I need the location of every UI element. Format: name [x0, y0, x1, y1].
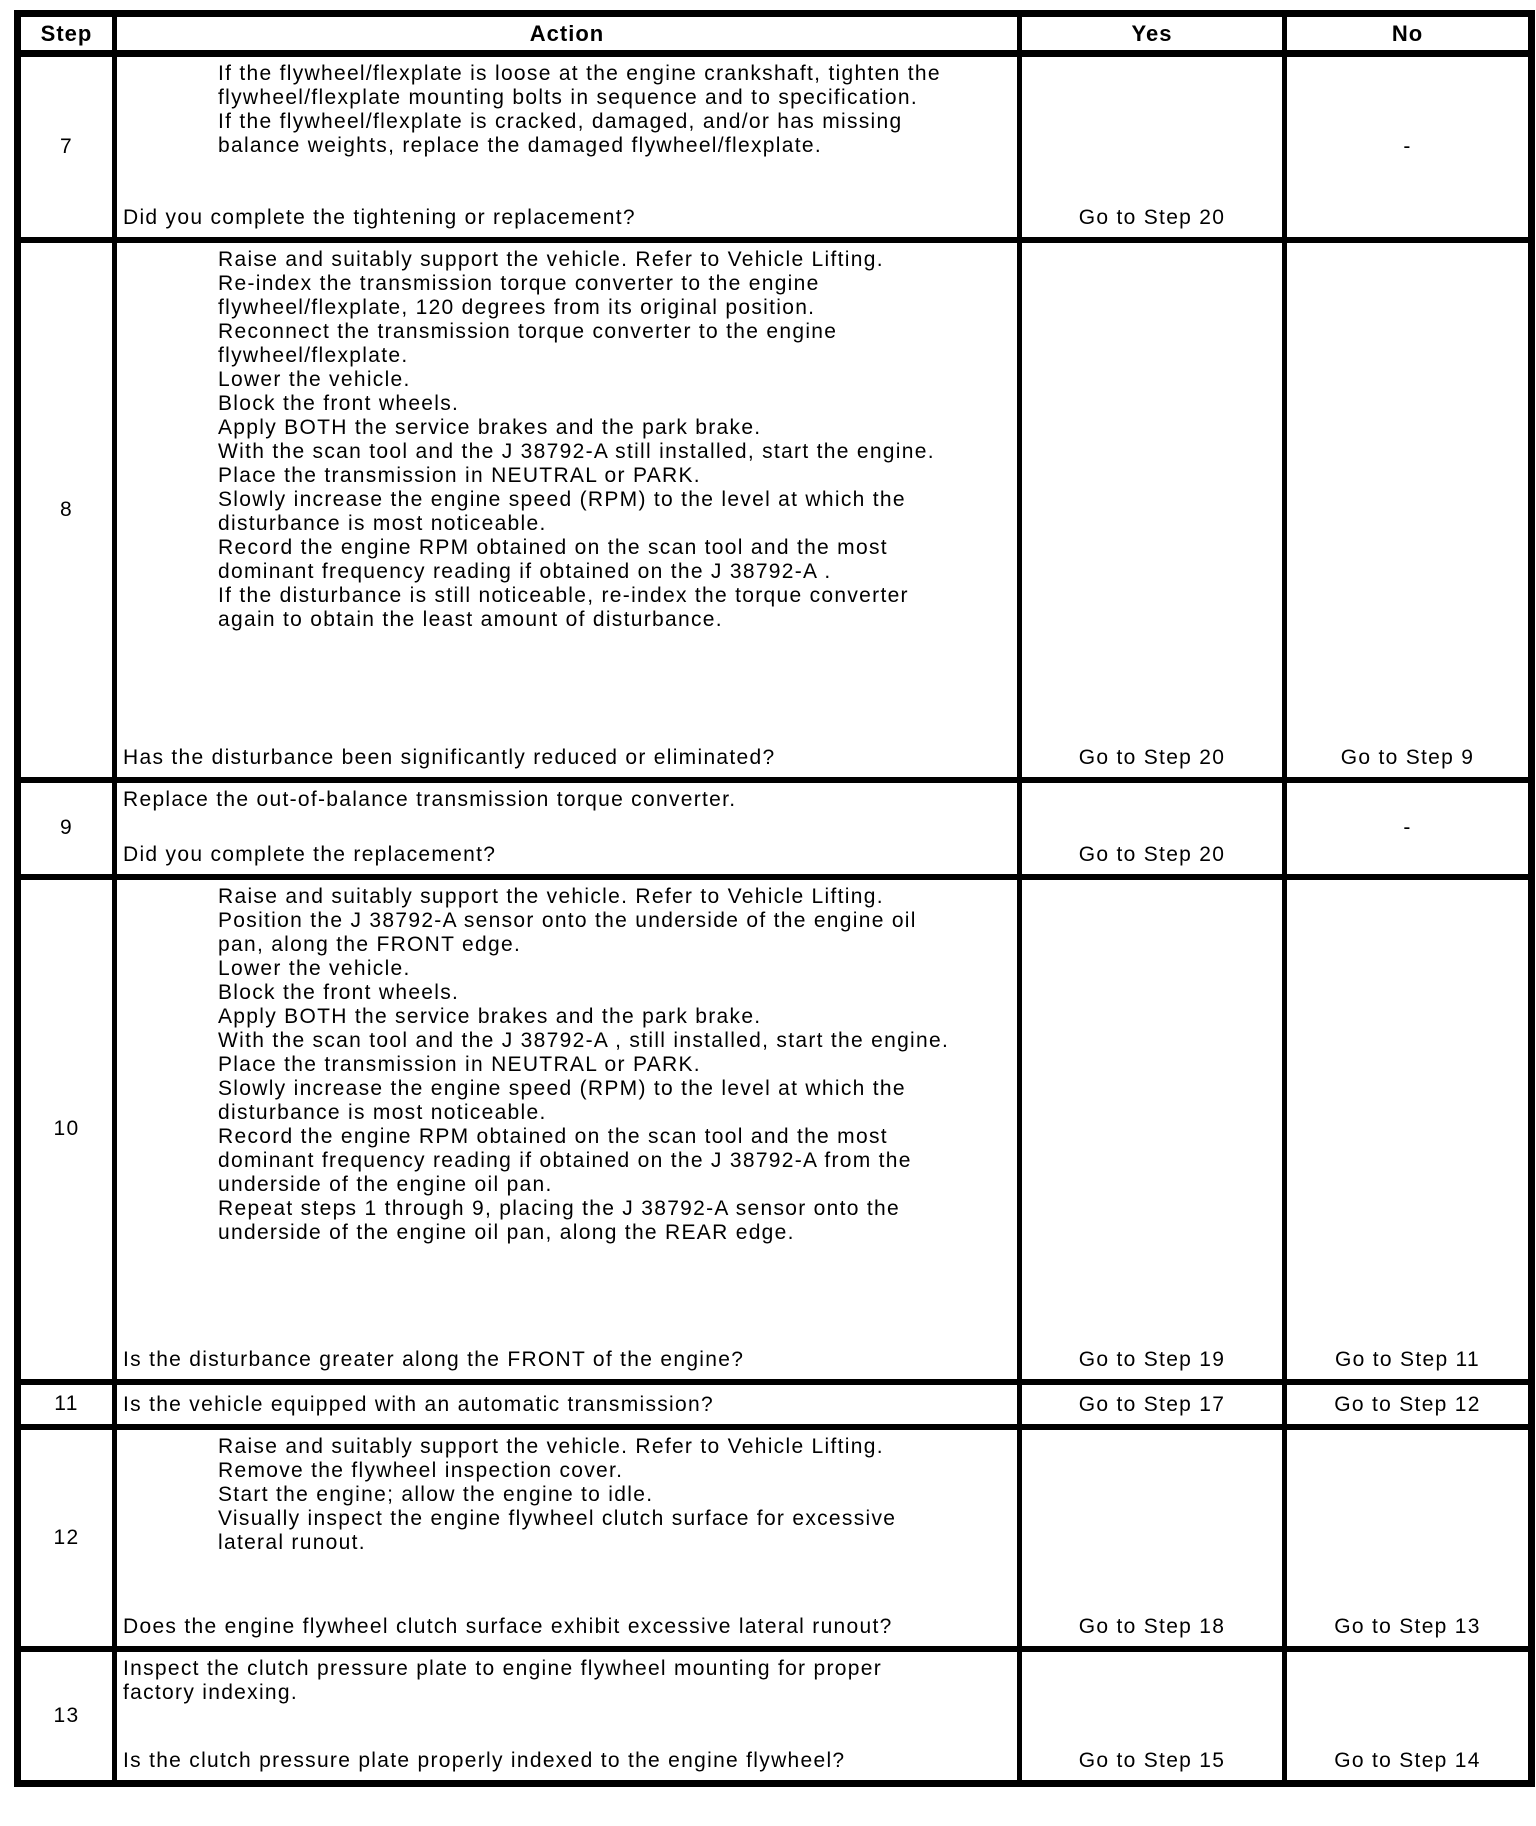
- action-line: Position the J 38792-A sensor onto the underside of the engine oil: [218, 908, 917, 932]
- action-cell: [115, 780, 1020, 877]
- step-cell: 9: [18, 780, 115, 877]
- yes-cell: [1020, 1649, 1285, 1784]
- action-line: underside of the engine oil pan, along the REAR edge.: [218, 1220, 795, 1244]
- table-row: [18, 1382, 1532, 1427]
- action-line: flywheel/flexplate mounting bolts in sequence and to specification.: [218, 86, 918, 109]
- action-line: flywheel/flexplate.: [218, 343, 409, 367]
- action-line: Raise and suitably support the vehicle. Refer to Vehicle Lifting.: [218, 247, 884, 271]
- yes-value: Go to Step 17: [1078, 1392, 1226, 1416]
- action-cell: [115, 240, 1020, 780]
- yes-cell: [1020, 877, 1285, 1382]
- no-value: Go to Step 11: [1335, 1347, 1480, 1371]
- action-line: Visually inspect the engine flywheel clutch surface for excessive: [218, 1506, 897, 1530]
- no-cell: [1285, 240, 1532, 780]
- yes-value: Go to Step 20: [1078, 842, 1226, 866]
- action-line: Apply BOTH the service brakes and the park brake.: [218, 1004, 762, 1028]
- column-header-no: No: [1285, 14, 1532, 54]
- no-value: -: [1403, 134, 1412, 158]
- step-cell: 10: [18, 877, 115, 1382]
- action-line: Remove the flywheel inspection cover.: [218, 1458, 624, 1482]
- step-cell: 7: [18, 54, 115, 240]
- no-value: Go to Step 14: [1334, 1749, 1481, 1772]
- action-cell: [115, 54, 1020, 240]
- action-line: again to obtain the least amount of disturbance.: [218, 607, 723, 631]
- yes-cell: [1020, 780, 1285, 877]
- column-header-yes: Yes: [1020, 14, 1285, 54]
- no-cell: [1285, 54, 1532, 240]
- action-line: disturbance is most noticeable.: [218, 511, 547, 535]
- action-line: Place the transmission in NEUTRAL or PARK.: [218, 1052, 701, 1076]
- action-cell: [115, 1427, 1020, 1649]
- action-line: pan, along the FRONT edge.: [218, 932, 522, 956]
- table-row: [18, 54, 1532, 240]
- action-line: underside of the engine oil pan.: [218, 1172, 553, 1196]
- action-line: Apply BOTH the service brakes and the park brake.: [218, 415, 762, 439]
- table-row: [18, 877, 1532, 1382]
- action-line: Re-index the transmission torque converter to the engine: [218, 271, 820, 295]
- action-line: With the scan tool and the J 38792-A still installed, start the engine.: [218, 439, 935, 463]
- action-line: Start the engine; allow the engine to idle.: [218, 1482, 654, 1506]
- table-row: [18, 1649, 1532, 1784]
- step-cell: 13: [18, 1649, 115, 1784]
- action-line: disturbance is most noticeable.: [218, 1100, 547, 1124]
- action-line: dominant frequency reading if obtained on the J 38792-A from the: [218, 1148, 912, 1172]
- action-line: Record the engine RPM obtained on the scan tool and the most: [218, 1124, 888, 1148]
- action-line: balance weights, replace the damaged flywheel/flexplate.: [218, 134, 822, 157]
- action-line: Raise and suitably support the vehicle. Refer to Vehicle Lifting.: [218, 1434, 884, 1458]
- action-line: flywheel/flexplate, 120 degrees from its original position.: [218, 295, 816, 319]
- no-cell: [1285, 780, 1532, 877]
- action-question: Has the disturbance been significantly reduced or eliminated?: [123, 745, 776, 769]
- yes-cell: [1020, 1427, 1285, 1649]
- action-line: Block the front wheels.: [218, 391, 460, 415]
- yes-cell: [1020, 1382, 1285, 1427]
- action-line: Raise and suitably support the vehicle. Refer to Vehicle Lifting.: [218, 884, 884, 908]
- yes-value: Go to Step 20: [1078, 205, 1226, 229]
- no-cell: [1285, 1427, 1532, 1649]
- no-cell: [1285, 1649, 1532, 1784]
- yes-value: Go to Step 19: [1078, 1347, 1226, 1371]
- action-line: Record the engine RPM obtained on the scan tool and the most: [218, 535, 888, 559]
- yes-value: Go to Step 15: [1078, 1749, 1226, 1772]
- action-lines: [123, 885, 1011, 1245]
- no-value: -: [1403, 816, 1412, 839]
- step-cell: 8: [18, 240, 115, 780]
- step-cell: 12: [18, 1427, 115, 1649]
- no-cell: [1285, 877, 1532, 1382]
- action-question: Does the engine flywheel clutch surface exhibit excessive lateral runout?: [123, 1614, 893, 1638]
- yes-value: Go to Step 18: [1078, 1614, 1226, 1638]
- action-line: Slowly increase the engine speed (RPM) to the level at which the: [218, 487, 906, 511]
- action-line: Slowly increase the engine speed (RPM) to the level at which the: [218, 1076, 906, 1100]
- no-value: Go to Step 13: [1334, 1614, 1481, 1638]
- action-lines: [123, 1435, 1011, 1555]
- column-header-action: Action: [115, 14, 1020, 54]
- table-header: [18, 14, 1532, 54]
- yes-cell: [1020, 54, 1285, 240]
- action-question: Is the disturbance greater along the FRONT of the engine?: [123, 1347, 745, 1371]
- action-line: If the flywheel/flexplate is loose at the engine crankshaft, tighten the: [218, 62, 941, 85]
- action-line: factory indexing.: [123, 1680, 299, 1704]
- action-line: With the scan tool and the J 38792-A , still installed, start the engine.: [218, 1028, 950, 1052]
- action-line: Replace the out-of-balance transmission torque converter.: [123, 787, 737, 811]
- action-line: Block the front wheels.: [218, 980, 460, 1004]
- action-line: Inspect the clutch pressure plate to engine flywheel mounting for proper: [123, 1656, 882, 1680]
- action-cell: [115, 1382, 1020, 1427]
- action-lines: [123, 62, 1011, 158]
- column-header-step: Step: [18, 14, 115, 54]
- action-line: If the flywheel/flexplate is cracked, damaged, and/or has missing: [218, 110, 903, 133]
- action-line: Lower the vehicle.: [218, 367, 411, 391]
- action-lines: [123, 248, 1011, 632]
- action-line: Repeat steps 1 through 9, placing the J 38792-A sensor onto the: [218, 1196, 900, 1220]
- action-question: Did you complete the tightening or replacement?: [123, 205, 636, 229]
- action-lines: [123, 788, 1011, 812]
- header-row: [18, 14, 1532, 54]
- action-line: lateral runout.: [218, 1530, 366, 1554]
- no-value: Go to Step 9: [1340, 745, 1475, 769]
- diagnostic-decision-table: [14, 10, 1535, 1787]
- action-question: Is the clutch pressure plate properly indexed to the engine flywheel?: [123, 1749, 846, 1772]
- action-line: Place the transmission in NEUTRAL or PARK.: [218, 463, 701, 487]
- table-row: [18, 780, 1532, 877]
- step-cell: 11: [18, 1382, 115, 1427]
- table-row: [18, 240, 1532, 780]
- action-line: Lower the vehicle.: [218, 956, 411, 980]
- action-cell: [115, 1649, 1020, 1784]
- yes-value: Go to Step 20: [1078, 745, 1226, 769]
- action-question: Did you complete the replacement?: [123, 842, 497, 866]
- action-line: If the disturbance is still noticeable, re-index the torque converter: [218, 583, 909, 607]
- action-lines: [123, 1657, 1011, 1705]
- no-cell: [1285, 1382, 1532, 1427]
- table-body: [18, 54, 1532, 1784]
- no-value: Go to Step 12: [1334, 1392, 1481, 1416]
- yes-cell: [1020, 240, 1285, 780]
- action-line: Reconnect the transmission torque converter to the engine: [218, 319, 838, 343]
- table-row: [18, 1427, 1532, 1649]
- action-question: Is the vehicle equipped with an automatic transmission?: [123, 1392, 714, 1416]
- action-cell: [115, 877, 1020, 1382]
- action-line: dominant frequency reading if obtained on the J 38792-A .: [218, 559, 832, 583]
